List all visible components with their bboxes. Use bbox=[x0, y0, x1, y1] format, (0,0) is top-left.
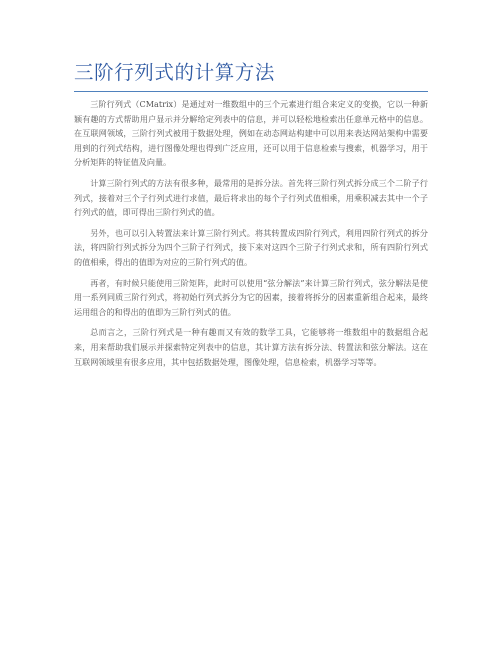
paragraph-3: 另外，也可以引入转置法来计算三阶行列式。将其转置成四阶行列式，利用四阶行列式的拆分法，将四阶行列式拆分为四个三阶子行列式，接下来对这四个三阶子行列式求和，所有四阶行列式的值相乘，得出的值即为对应的三阶行列式的值。 bbox=[74, 227, 428, 267]
document-title: 三阶行列式的计算方法 bbox=[74, 61, 276, 84]
paragraph-2: 计算三阶行列式的方法有很多种，最常用的是拆分法。首先将三阶行列式拆分成三个二阶子行列式，接着对三个子行列式进行求值，最后将求出的每个子行列式值相乘，用乘积减去其中一个子行列式的值，即可得出三阶行列式的值。 bbox=[74, 177, 428, 218]
title-underline bbox=[74, 91, 428, 92]
document-body bbox=[74, 97, 428, 375]
paragraph-1: 三阶行列式（CMatrix）是通过对一维数组中的三个元素进行组合来定义的变换，它以一种新颖有趣的方式帮助用户显示并分解给定列表中的信息，并可以轻松地检索出任意单元格中的信息。在互联网领域，三阶行列式被用于数据处理，例如在动态网站构建中可以用来表达网站架构中需要用到的行列式结构，进行图像处理也得到广泛应用，还可以用于信息检索与搜索，机器学习，用于分析矩阵的特征值及向量。 bbox=[74, 99, 428, 168]
paragraph-5: 总而言之，三阶行列式是一种有趣而又有效的数学工具，它能够将一维数组中的数据组合起来，用来帮助我们展示并探索特定列表中的信息，其计算方法有拆分法、转置法和弦分解法。这在互联网领域里有很多应用，其中包括数据处理，图像处理，信息检索，机器学习等等。 bbox=[74, 327, 428, 367]
paragraph-4: 再者，有时候只能使用三阶矩阵，此时可以使用“弦分解法”来计算三阶行列式，弦分解法是使用一系列同质三阶行列式，将初始行列式拆分为它的因素，接着将拆分的因素重新组合起来，最终运用组合的和得出的值即为三阶行列式的值。 bbox=[74, 277, 428, 317]
